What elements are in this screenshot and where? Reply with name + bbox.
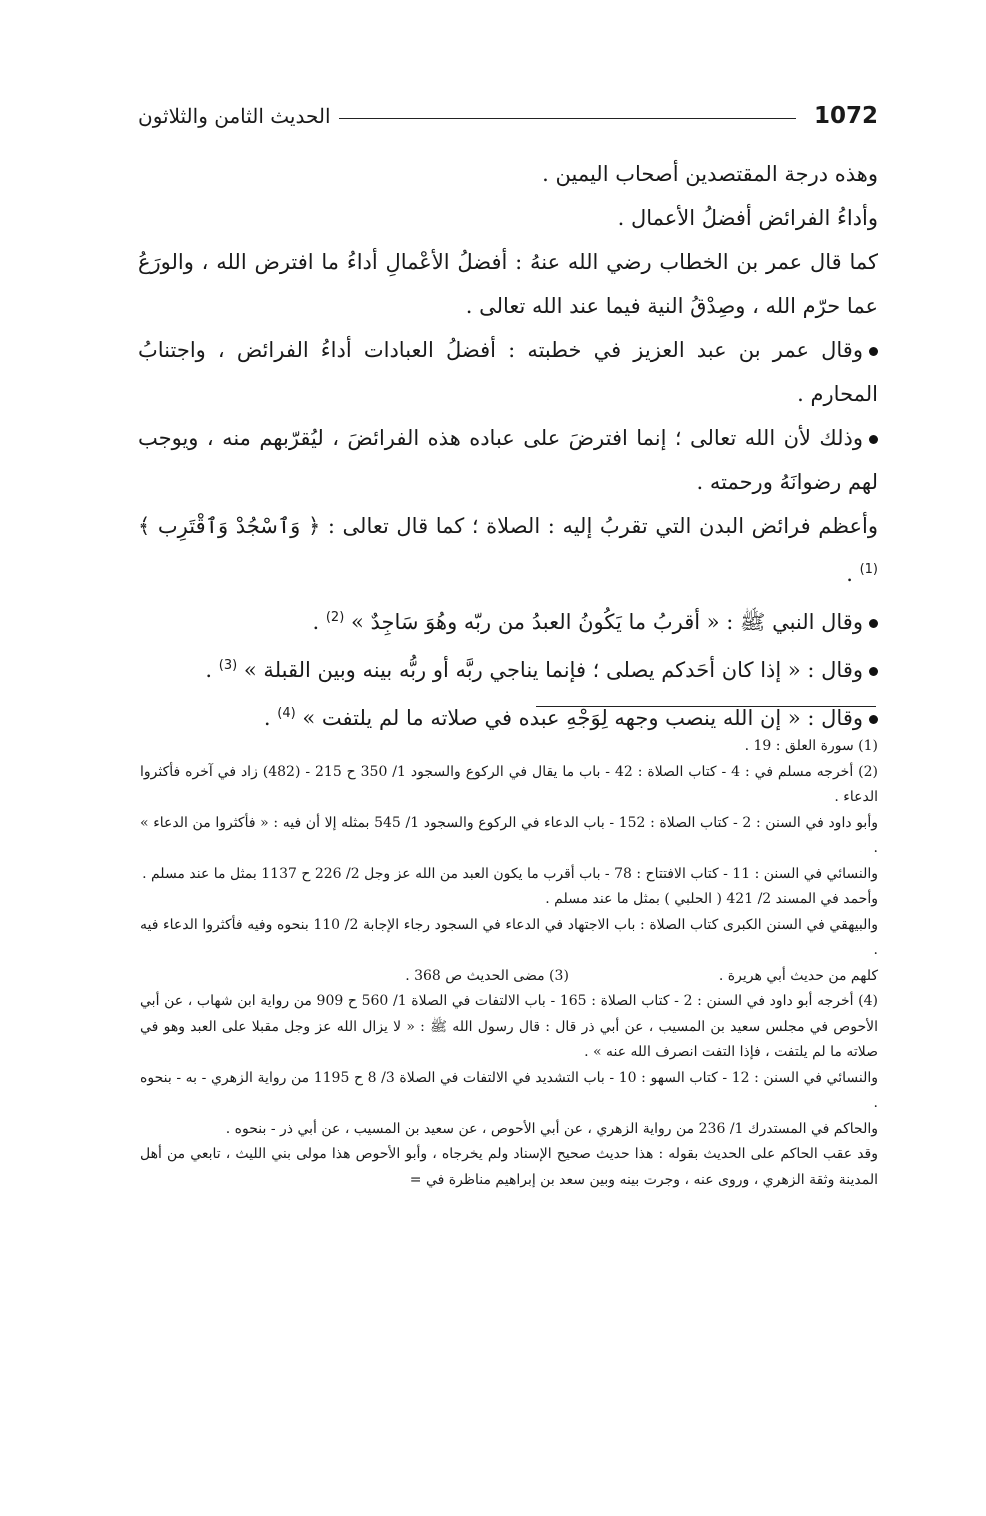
bullet-icon: [869, 715, 878, 724]
footnote-row: [140, 964, 878, 990]
page-header: [138, 96, 878, 136]
footnotes: [140, 734, 878, 1193]
page-number: 1072: [813, 103, 878, 129]
bullet-paragraph: [138, 692, 878, 740]
paragraph-end: .: [205, 658, 219, 682]
paragraph-text: وقال : « إذا كان أحَدكم يصلى ؛ فإنما يناجي ربَّه أو ربُّه بينه وبين القبلة »: [243, 658, 863, 682]
paragraph-end: .: [846, 562, 860, 586]
footnote-ref[interactable]: (2): [325, 610, 345, 625]
footnote: (3) مضى الحديث ص 368 .: [405, 967, 569, 984]
footnote: وأحمد في المسند 2/ 421 ( الحلبي ) بمثل ما عند مسلم .: [545, 891, 878, 907]
footnote: والحاكم في المستدرك 1/ 236 من رواية الزهري ، عن أبي الأحوص ، عن سعيد بن المسيب ، عن أبي ذر - بنحوه .: [225, 1120, 878, 1137]
paragraph-text: وقال النبي ﷺ : « أقربُ ما يَكُونُ العبدُ من ربّه وهُوَ سَاجِدٌ »: [350, 610, 863, 634]
footnote: وقد عقب الحاكم على الحديث بقوله : هذا حديث صحيح الإسناد ولم يخرجاه ، وأبو الأحوص هذا مولى بني الليث ، تابعي من أهل المدينة وثقة الزهري ، وروى عنه ، وجرت بينه وبين سعد بن إبراهيم مناظرة في =: [140, 1146, 878, 1188]
paragraph-end: .: [312, 610, 326, 634]
paragraph-text: وقال عمر بن عبد العزيز في خطبته : أفضلُ العبادات أداءُ الفرائض ، واجتنابُ المحارم .: [138, 338, 878, 406]
paragraph: وهذه درجة المقتصدين أصحاب اليمين .: [542, 162, 878, 186]
paragraph-end: .: [263, 706, 278, 730]
footnote-ref[interactable]: (1): [859, 562, 878, 577]
header-rule: [339, 118, 796, 119]
bullet-paragraph: [138, 328, 878, 416]
paragraph-text: وقال : « إن الله ينصب وجهه لِوَجْهِ عبده في صلاته ما لم يلتفت »: [302, 706, 863, 730]
footnote: (4) أخرجه أبو داود في السنن : 2 - كتاب الصلاة : 165 - باب الالتفات في الصلاة 1/ 560 ح 909 من رواية ابن شهاب ، عن أبي الأحوص في مجلس سعيد بن المسيب ، عن أبي ذر قال : قال رسول الله ﷺ : « لا يزال الله عز وجل مقبلا على العبد وهو في صلاته ما لم يلتفت ، فإذا التفت انصرف الله عنه » .: [140, 993, 879, 1060]
paragraph-text: وذلك لأن الله تعالى ؛ إنما افترضَ على عباده هذه الفرائضَ ، ليُقرّبهم منه ، ويوجب لهم رضوانَهُ ورحمته .: [138, 426, 878, 494]
bullet-icon: [869, 667, 878, 676]
bullet-icon: [869, 619, 878, 628]
bullet-icon: [869, 435, 878, 444]
bullet-paragraph: [138, 596, 878, 644]
footnote: (2) أخرجه مسلم في : 4 - كتاب الصلاة : 42 - باب ما يقال في الركوع والسجود 1/ 350 ح 215 - (482) زاد في آخره فأكثروا الدعاء .: [140, 763, 878, 805]
paragraph: كما قال عمر بن الخطاب رضي الله عنهُ : أفضلُ الأعْمالِ أداءُ ما افترض الله ، والورَعُ عما حرّم الله ، وصِدْقُ النية فيما عند الله تعالى .: [138, 250, 878, 318]
footnote: وأبو داود في السنن : 2 - كتاب الصلاة : 152 - باب الدعاء في الركوع والسجود 1/ 545 بمثله إلا أن فيه : « فأكثروا من الدعاء » .: [140, 814, 878, 856]
paragraph-text: وأعظم فرائض البدن التي تقربُ إليه : الصلاة ؛ كما قال تعالى : ﴿ وَٱسْجُدْ وَٱقْتَرِب ﴾: [138, 514, 878, 538]
footnote: (1) سورة العلق : 19 .: [744, 738, 878, 754]
footnote: والنسائي في السنن : 12 - كتاب السهو : 10 - باب التشديد في الالتفات في الصلاة 3/ 8 ح 1195 من رواية الزهري - به - بنحوه .: [140, 1069, 878, 1111]
footnote: والبيهقي في السنن الكبرى كتاب الصلاة : باب الاجتهاد في الدعاء في السجود رجاء الإجابة 2/ 110 بنحوه وفيه فأكثروا الدعاء فيه .: [140, 916, 879, 958]
bullet-paragraph: [138, 644, 878, 692]
running-title: الحديث الثامن والثلاثون: [138, 104, 331, 128]
footnote-ref[interactable]: (3): [218, 658, 238, 673]
paragraph: وأداءُ الفرائض أفضلُ الأعمال .: [617, 206, 878, 230]
paragraph: [138, 504, 878, 596]
footnote-separator: [536, 706, 876, 707]
main-text: [138, 152, 878, 740]
bullet-icon: [869, 347, 878, 356]
footnote-ref[interactable]: (4): [277, 706, 296, 721]
footnote: والنسائي في السنن : 11 - كتاب الافتتاح : 78 - باب أقرب ما يكون العبد من الله عز وجل 2/ 226 ح 1137 بمثل ما عند مسلم .: [142, 865, 878, 882]
footnote: كلهم من حديث أبي هريرة .: [718, 967, 878, 984]
bullet-paragraph: [138, 416, 878, 504]
